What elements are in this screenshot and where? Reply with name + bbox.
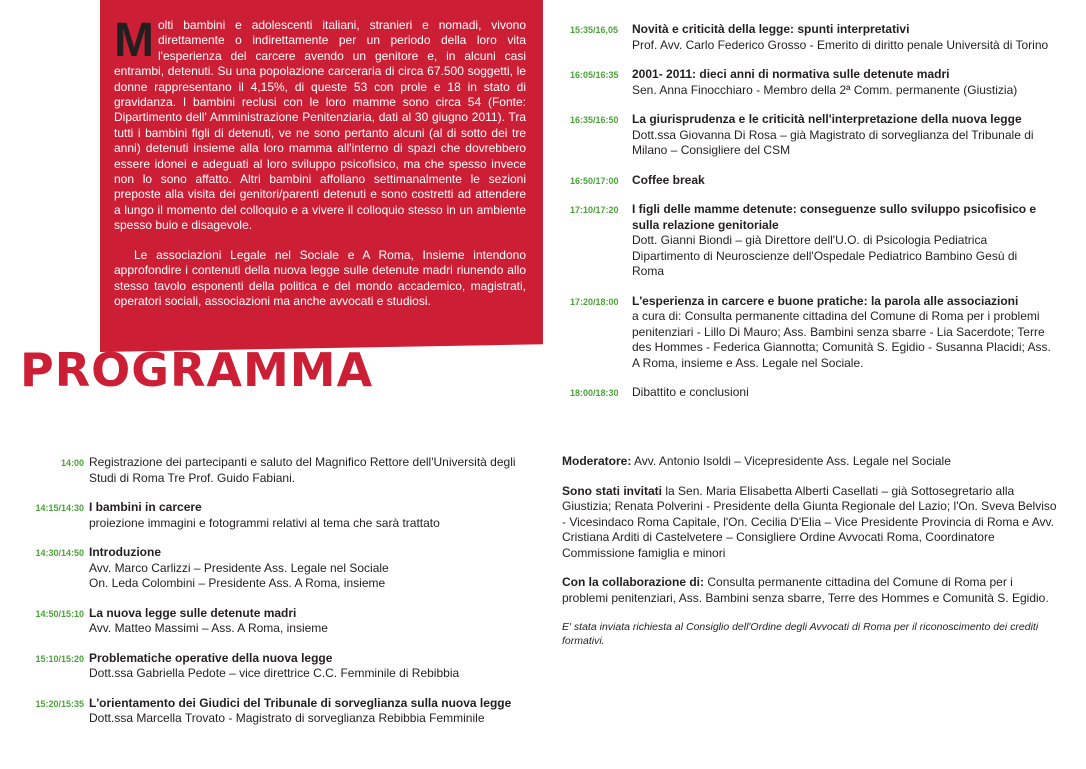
schedule-title: I bambini in carcere	[89, 500, 202, 514]
schedule-item	[570, 67, 1052, 98]
schedule-description: Dott.ssa Giovanna Di Rosa – già Magistrato di sorveglianza del Tribunale di Milano – Consigliere del CSM	[632, 127, 1034, 157]
schedule-right	[570, 22, 1052, 415]
schedule-description: Dott.ssa Marcella Trovato - Magistrato di sorveglianza Rebibbia Femminile	[89, 711, 485, 725]
schedule-description: Avv. Matteo Massimi – Ass. A Roma, insieme	[89, 621, 328, 635]
schedule-time: 18:00/18:30	[570, 388, 619, 398]
schedule-item	[35, 500, 529, 531]
collaboration	[562, 575, 1062, 606]
schedule-title: I figli delle mamme detenute: conseguenze sullo sviluppo psicofisico e sulla relazione genitoriale	[632, 202, 1037, 232]
schedule-description: a cura di: Consulta permanente cittadina del Comune di Roma per i problemi penitenziari - Lillo Di Mauro; Ass. Bambini senza sbarre - Lia Sacerdote; Terre des Hommes - Federica Giannotta; Comunità S. Egidio - Susanna Placidi; Ass. A Roma, insieme e Ass. Legale nel Sociale.	[632, 309, 1051, 370]
schedule-item	[35, 605, 529, 637]
page-title: PROGRAMMA	[20, 343, 374, 397]
schedule-title: L'orientamento dei Giudici del Tribunale di sorveglianza sulla nuova legge	[89, 695, 512, 710]
schedule-item	[60, 455, 529, 486]
schedule-time: 14:30/14:50	[35, 548, 84, 558]
schedule-time: 17:20/18:00	[570, 296, 619, 307]
intro-text	[114, 14, 526, 323]
collaboration-label: Con la collaborazione di:	[562, 575, 705, 589]
dropcap: M	[114, 14, 154, 67]
schedule-description: Dibattito e conclusioni	[632, 385, 749, 399]
schedule-title: Introduzione	[89, 545, 161, 559]
disclaimer: E' stata inviata richiesta al Consiglio dell'Ordine degli Avvocati di Roma per il riconoscimento dei crediti formativi.	[562, 621, 1039, 647]
schedule-description: Dott.ssa Gabriella Pedote – vice direttrice C.C. Femminile di Rebibbia	[89, 666, 460, 680]
schedule-item	[570, 385, 1052, 401]
schedule-item	[35, 545, 529, 592]
schedule-time: 16:05/16:35	[570, 70, 619, 80]
invited-label: Sono stati invitati	[562, 483, 663, 498]
schedule-title: 2001- 2011: dieci anni di normativa sulle detenute madri	[632, 67, 950, 81]
schedule-description: Avv. Marco Carlizzi – Presidente Ass. Legale nel Sociale On. Leda Colombini – Presidente Ass. A Roma, insieme	[89, 560, 389, 590]
moderator-label: Moderatore:	[562, 454, 632, 468]
schedule-item	[570, 202, 1052, 280]
schedule-time: 15:10/15:20	[35, 653, 84, 664]
schedule-time: 16:35/16:50	[570, 115, 619, 125]
schedule-time: 15:20/15:35	[35, 698, 84, 709]
schedule-item	[570, 22, 1052, 53]
intro-paragraph-1-text: olti bambini e adolescenti italiani, stranieri e nomadi, vivono direttamente o indirettamente per un periodo della loro vita l'esperienza del carcere avendo un genitore e, in alcuni casi entrambi, detenuti. Su una popolazione carceraria di circa 67.500 soggetti, le donne rappresentano il 4,15%, di queste 53 con prole e 18 in stato di gravidanza. I bambini reclusi con le loro mamme sono circa 54 (Fonte: Dipartimento dell' Amministrazione Penitenziaria, dati al 30 giugno 2011). Tra tutti i bambini figli di detenuti, ve ne sono pertanto alcuni (al di sotto dei tre anni) detenuti insieme alla loro mamma all'interno di spazi che dovrebbero essere idonei e adeguati al loro sviluppo psicofisico, ma che spesso invece non lo sono affatto. Altri bambini affollano settimanalmente le sezioni preposte alla visita dei genitori/parenti detenuti e sono costretti ad attendere a lungo il momento del colloquio e a vivere il colloquio stesso in un ambiente spesso buio e disagevole.	[114, 18, 526, 233]
schedule-description: Dott. Gianni Biondi – già Direttore dell'U.O. di Psicologia Pediatrica Dipartimento di Neuroscienze dell'Ospedale Pediatrico Bambino Gesù di Roma	[632, 233, 1018, 278]
schedule-description: Prof. Avv. Carlo Federico Grosso - Emerito di diritto penale Università di Torino	[632, 37, 1049, 52]
schedule-left	[35, 455, 529, 741]
schedule-item	[570, 112, 1052, 159]
moderator	[562, 454, 1062, 470]
moderator-text: Avv. Antonio Isoldi – Vicepresidente Ass. Legale nel Sociale	[631, 454, 951, 468]
schedule-title: Novità e criticità della legge: spunti interpretativi	[632, 22, 910, 36]
schedule-title: Coffee break	[632, 172, 705, 187]
schedule-title: Problematiche operative della nuova legge	[89, 650, 333, 665]
collaboration-text: Consulta permanente cittadina del Comune di Roma per i problemi penitenziari, Ass. Bambini senza sbarre, Terre des Hommes e Comunità S. Egidio.	[562, 575, 1049, 605]
schedule-description: Sen. Anna Finocchiaro - Membro della 2ª Comm. permanente (Giustizia)	[632, 82, 1018, 97]
intro-paragraph-1	[114, 14, 526, 234]
notes	[562, 454, 1062, 662]
schedule-time: 14:00	[60, 458, 84, 468]
invited-text: la Sen. Maria Elisabetta Alberti Casellati – già Sottosegretario alla Giustizia; Renata Polverini - Presidente della Giunta Regionale del Lazio; l'On. Sveva Belviso - Vicesindaco Roma Capitale, l'On. Cecilia D'Elia – Vice Presidente Provincia di Roma e Avv. Cristiana Arditi di Castelvetere – Consigliere Ordine Avvocati Roma, Coordinatore Commissione famiglia e minori	[562, 483, 1057, 560]
intro-paragraph-2: Le associazioni Legale nel Sociale e A Roma, Insieme intendono approfondire i contenuti della nuova legge sulle detenute madri riunendo allo stesso tavolo esponenti della politica e del mondo accademico, magistrati, operatori sociali, associazioni ma anche avvocati e studiosi.	[114, 247, 526, 308]
schedule-time: 16:50/17:00	[570, 175, 619, 186]
schedule-title: La giurisprudenza e le criticità nell'interpretazione della nuova legge	[632, 112, 1022, 126]
schedule-item	[35, 695, 529, 727]
schedule-item	[570, 293, 1052, 372]
schedule-item	[35, 650, 529, 682]
invited	[562, 484, 1062, 562]
schedule-time: 14:50/15:10	[35, 608, 84, 619]
schedule-title: La nuova legge sulle detenute madri	[89, 605, 297, 620]
schedule-time: 17:10/17:20	[570, 205, 619, 215]
schedule-description: proiezione immagini e fotogrammi relativi al tema che sarà trattato	[89, 515, 440, 530]
schedule-title: L'esperienza in carcere e buone pratiche: la parola alle associazioni	[632, 293, 1019, 308]
schedule-description: Registrazione dei partecipanti e saluto del Magnifico Rettore dell'Università degli Studi di Roma Tre Prof. Guido Fabiani.	[89, 455, 516, 485]
schedule-time: 14:15/14:30	[35, 503, 84, 513]
schedule-item	[570, 172, 1052, 189]
schedule-time: 15:35/16,05	[570, 25, 619, 35]
